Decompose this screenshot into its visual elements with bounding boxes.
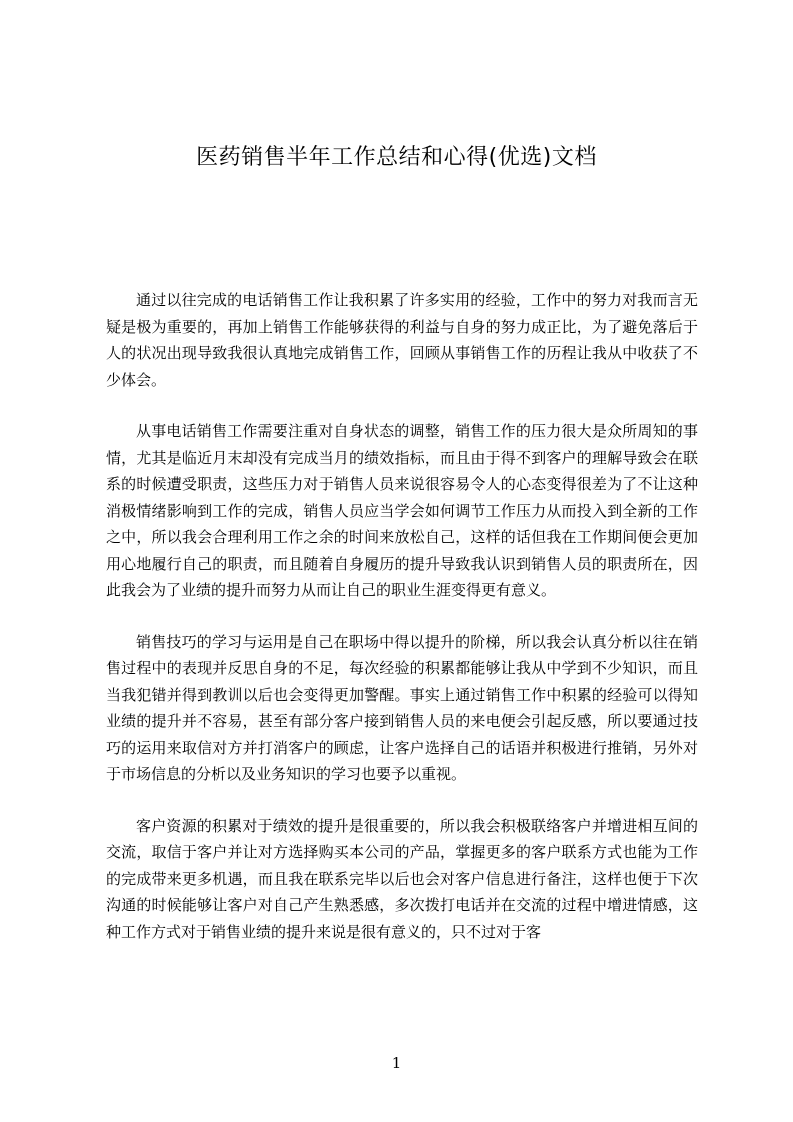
page-number: 1 — [391, 1054, 402, 1072]
paragraph-2: 从事电话销售工作需要注重对自身状态的调整，销售工作的压力很大是众所周知的事情，尤其是临近月末却没有完成当月的绩效指标，而且由于得不到客户的理解导致会在联系的时候遭受职责，这些压力对于销售人员来说很容易令人的心态变得很差为了不让这种消极情绪影响到工作的完成，销售人员应当学会如何调节工作压力从而投入到全新的工作之中，所以我会合理利用工作之余的时间来放松自己，这样的话但我在工作期间便会更加用心地履行自己的职责，而且随着自身履历的提升导致我认识到销售人员的职责所在，因此我会为了业绩的提升而努力从而让自己的职业生涯变得更有意义。 — [106, 422, 698, 599]
paragraph-1: 通过以往完成的电话销售工作让我积累了许多实用的经验，工作中的努力对我而言无疑是极为重要的，再加上销售工作能够获得的利益与自身的努力成正比，为了避免落后于人的状况出现导致我很认真地完成销售工作，回顾从事销售工作的历程让我从中收获了不少体会。 — [106, 291, 698, 389]
paragraph-4: 客户资源的积累对于绩效的提升是很重要的，所以我会积极联络客户并增进相互间的交流，取信于客户并让对方选择购买本公司的产品，掌握更多的客户联系方式也能为工作的完成带来更多机遇，而且我在联系完毕以后也会对客户信息进行备注，这样也便于下次沟通的时候能够让客户对自己产生熟悉感，多次拨打电话并在交流的过程中增进情感，这种工作方式对于销售业绩的提升来说是很有意义的，只不过对于客 — [106, 816, 698, 941]
paragraph-3: 销售技巧的学习与运用是自己在职场中得以提升的阶梯，所以我会认真分析以往在销售过程中的表现并反思自身的不足，每次经验的积累都能够让我从中学到不少知识，而且当我犯错并得到教训以后也会变得更加警醒。事实上通过销售工作中积累的经验可以得知业绩的提升并不容易，甚至有部分客户接到销售人员的来电便会引起反感，所以要通过技巧的运用来取信对方并打消客户的顾虑，让客户选择自己的话语并积极进行推销，另外对于市场信息的分析以及业务知识的学习也要予以重视。 — [106, 632, 698, 783]
document-title: 医药销售半年工作总结和心得(优选)文档 — [196, 145, 597, 170]
document-body — [106, 287, 698, 970]
